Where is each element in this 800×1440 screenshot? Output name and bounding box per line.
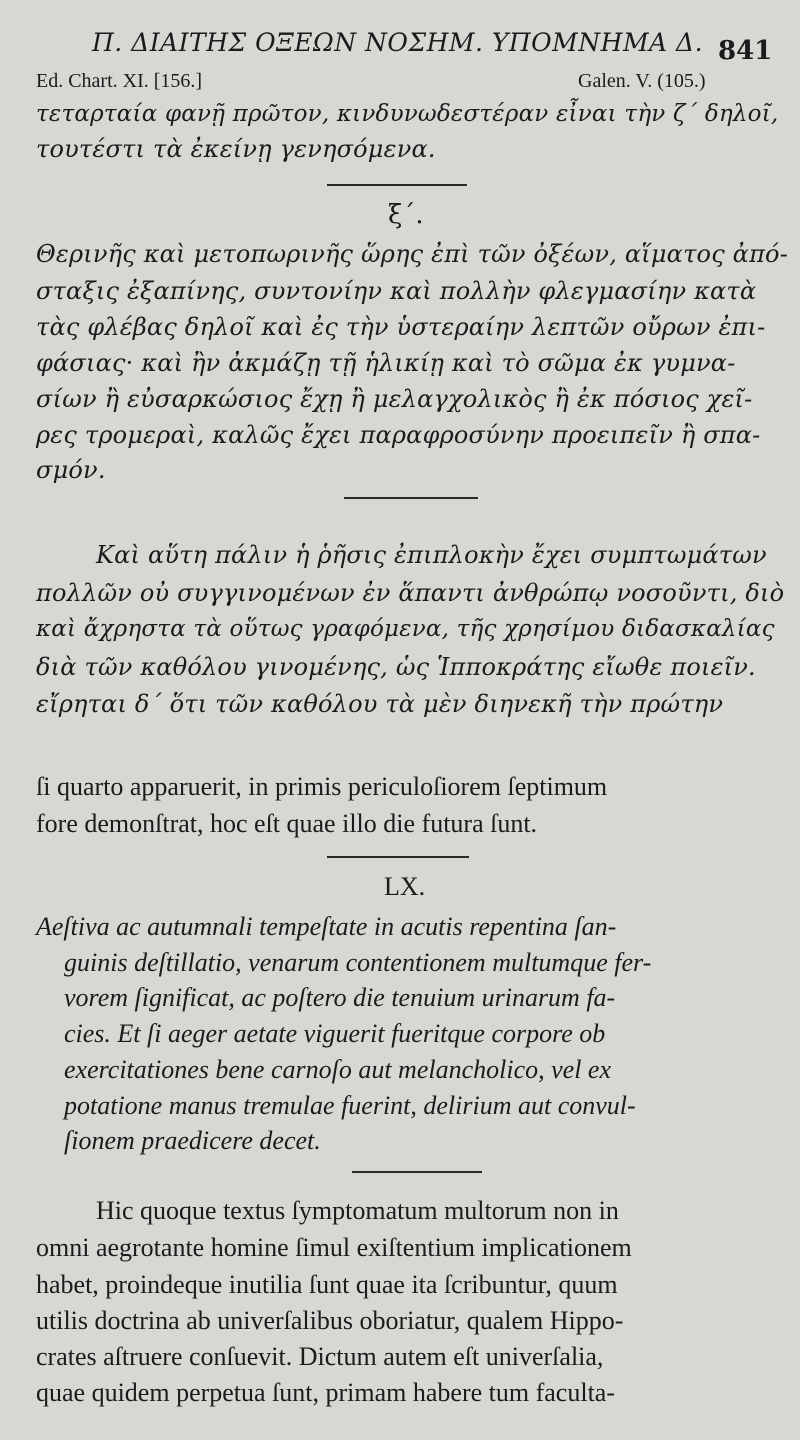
latin-aphorism-line-4: cies. Et ſi aeger aetate viguerit fueritque corpore ob (64, 1019, 606, 1048)
greek-aphorism-line-5: σίων ἢ εὐσαρκώσιος ἔχῃ ἢ μελαγχολικὸς ἢ ἐκ πόσιος χεῖ- (36, 385, 753, 413)
greek-commentary-line-4: διὰ τῶν καθόλου γινομένης, ὡς Ἱπποκράτης εἴωθε ποιεῖν. (36, 653, 756, 681)
greek-aphorism-line-7: σμόν. (36, 456, 106, 484)
edition-right: Galen. V. (105.) (578, 70, 706, 92)
edition-left: Ed. Chart. XI. [156.] (36, 70, 203, 92)
latin-commentary-line-4: utilis doctrina ab univerſalibus oboriatur, qualem Hippo- (36, 1306, 624, 1335)
page-number: 841 (718, 36, 773, 66)
divider-rule (327, 856, 469, 858)
greek-aphorism-line-1: Θερινῆς καὶ μετοπωρινῆς ὥρης ἐπὶ τῶν ὀξέων, αἵματος ἀπό- (36, 240, 789, 268)
latin-commentary-line-5: crates aſtruere conſuevit. Dictum autem eſt univerſalia, (36, 1342, 604, 1371)
greek-section-number: ξ΄. (388, 200, 424, 230)
latin-aphorism-line-7: ſionem praedicere decet. (64, 1126, 321, 1155)
latin-section-number: LX. (384, 872, 426, 901)
greek-commentary-line-5: εἴρηται δ΄ ὅτι τῶν καθόλου τὰ μὲν διηνεκῆ τὴν πρώτην (36, 690, 724, 718)
greek-commentary-line-3: καὶ ἄχρηστα τὰ οὕτως γραφόμενα, τῆς χρησίμου διδασκαλίας (36, 616, 775, 642)
greek-aphorism-line-3: τὰς φλέβας δηλοῖ καὶ ἐς τὴν ὑστεραίην λεπτῶν οὔρων ἐπι- (36, 313, 766, 341)
latin-aphorism-line-1: Aeſtiva ac autumnali tempeſtate in acutis repentina ſan- (36, 912, 617, 941)
latin-aphorism-line-2: guinis deſtillatio, venarum contentionem multumque fer- (64, 948, 652, 977)
latin-intro-line-2: fore demonſtrat, hoc eſt quae illo die futura ſunt. (36, 809, 538, 838)
running-title: Π. ΔΙΑΙΤΗΣ ΟΞΕΩΝ ΝΟΣΗΜ. ΥΠΟΜΝΗΜΑ Δ. (92, 28, 704, 57)
latin-commentary-line-1: Hic quoque textus ſymptomatum multorum non in (96, 1196, 619, 1225)
latin-aphorism-line-3: vorem ſignificat, ac poſtero die tenuium urinarum fa- (64, 983, 616, 1012)
greek-intro-line-1: τεταρταία φανῇ πρῶτον, κινδυνωδεστέραν εἶναι τὴν ζ΄ δηλοῖ, (36, 101, 779, 127)
latin-commentary-line-6: quae quidem perpetua ſunt, primam habere tum faculta- (36, 1378, 615, 1407)
divider-rule (344, 497, 478, 499)
greek-aphorism-line-4: φάσιας· καὶ ἢν ἀκμάζῃ τῇ ἡλικίῃ καὶ τὸ σῶμα ἐκ γυμνα- (36, 349, 736, 377)
latin-aphorism-line-6: potatione manus tremulae fuerint, delirium aut convul- (64, 1091, 636, 1120)
greek-aphorism-line-6: ρες τρομεραὶ, καλῶς ἔχει παραφροσύνην προειπεῖν ἢ σπα- (36, 421, 761, 449)
latin-intro-line-1: ſi quarto apparuerit, in primis periculoſiorem ſeptimum (36, 772, 608, 801)
greek-intro-line-2: τουτέστι τὰ ἐκείνῃ γενησόμενα. (36, 135, 436, 163)
latin-aphorism-line-5: exercitationes bene carnoſo aut melancholico, vel ex (64, 1055, 612, 1084)
latin-commentary-line-2: omni aegrotante homine ſimul exiſtentium implicationem (36, 1233, 632, 1262)
greek-commentary-line-2: πολλῶν οὐ συγγινομένων ἐν ἅπαντι ἀνθρώπῳ νοσοῦντι, διὸ (36, 579, 785, 607)
greek-aphorism-line-2: σταξις ἐξαπίνης, συντονίην καὶ πολλὴν φλεγμασίην κατὰ (36, 277, 757, 305)
divider-rule (352, 1171, 482, 1173)
divider-rule (327, 184, 467, 186)
greek-commentary-line-1: Καὶ αὕτη πάλιν ἡ ῥῆσις ἐπιπλοκὴν ἔχει συμπτωμάτων (96, 541, 767, 569)
latin-commentary-line-3: habet, proindeque inutilia ſunt quae ita ſcribuntur, quum (36, 1270, 618, 1299)
